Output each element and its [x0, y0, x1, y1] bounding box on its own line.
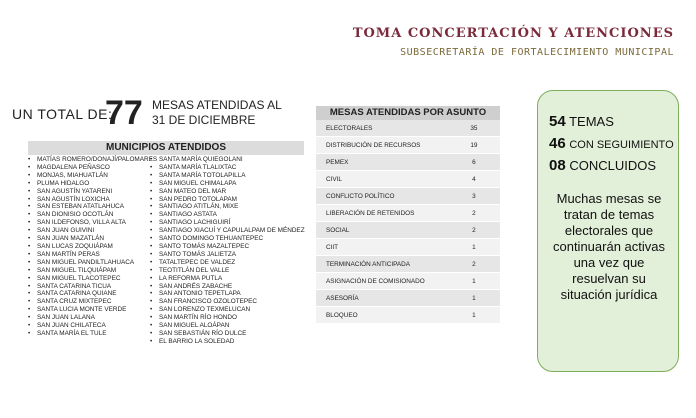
municipio-item: • SAN MIGUEL CHIMALAPA [150, 180, 310, 188]
municipio-item: • TEOTITLÁN DEL VALLE [150, 267, 310, 275]
asunto-value: 3 [448, 188, 500, 205]
asunto-value: 19 [448, 137, 500, 154]
municipio-item: • MATÍAS ROMERO/DONAJÍ/PALOMARES [28, 156, 158, 164]
asunto-row [316, 205, 500, 222]
asunto-row [316, 137, 500, 154]
asunto-row [316, 256, 500, 273]
asunto-label: CIVIL [316, 171, 448, 188]
asunto-value: 2 [448, 222, 500, 239]
asunto-value: 4 [448, 171, 500, 188]
asunto-label: ASESORÍA [316, 290, 448, 307]
municipio-item: • SANTIAGO ASTATA [150, 211, 310, 219]
asunto-row [316, 222, 500, 239]
municipios-column-1 [28, 156, 158, 338]
asunto-label: CONFLICTO POLÍTICO [316, 188, 448, 205]
municipio-item: • SAN DIONISIO OCOTLÁN [28, 211, 158, 219]
municipio-item: • SAN LUCAS ZOQUIÁPAM [28, 243, 158, 251]
municipio-item: • SANTA CATARINA QUIANE [28, 290, 158, 298]
municipio-item: • SAN ILDEFONSO, VILLA ALTA [28, 219, 158, 227]
total-desc-line1: MESAS ATENDIDAS AL [152, 98, 282, 112]
total-description [152, 98, 282, 128]
municipio-item: • SANTIAGO ATITLÁN, MIXE [150, 203, 310, 211]
seguimiento-number: 46 [549, 135, 566, 152]
slide-subtitle: SUBSECRETARÍA DE FORTALECIMIENTO MUNICIPAL [400, 47, 674, 58]
municipio-item: • SANTA MARÍA TOTOLAPILLA [150, 172, 310, 180]
concluidos-label: CONCLUIDOS [569, 158, 656, 173]
municipio-item: • SAN MIGUEL TILQUIÁPAM [28, 267, 158, 275]
asunto-label: CIIT [316, 239, 448, 256]
municipio-item: • SANTA MARÍA TLALIXTAC [150, 164, 310, 172]
municipio-item: • EL BARRIO LA SOLEDAD [150, 338, 310, 346]
asunto-label: DISTRIBUCIÓN DE RECURSOS [316, 137, 448, 154]
municipio-item: • SAN JUAN GUIVINI [28, 227, 158, 235]
summary-note: Muchas mesas se tratan de temas electorales que continuarán activas una vez que resuelvan su situación jurídica [552, 191, 665, 302]
asunto-header: MESAS ATENDIDAS POR ASUNTO [316, 106, 500, 120]
municipio-item: • SAN AGUSTÍN YATARENI [28, 188, 158, 196]
summary-temas [549, 113, 614, 130]
asunto-label: SOCIAL [316, 222, 448, 239]
municipio-item: • SANTA MARÍA QUIEGOLANI [150, 156, 310, 164]
asunto-label: TERMINACIÓN ANTICIPADA [316, 256, 448, 273]
municipio-item: • SAN SEBASTIÁN RÍO DULCE [150, 330, 310, 338]
total-number: 77 [105, 94, 143, 132]
asunto-row [316, 273, 500, 290]
asunto-value: 6 [448, 154, 500, 171]
municipio-item: • SAN MIGUEL TLACOTEPEC [28, 275, 158, 283]
asunto-table-block [316, 106, 500, 324]
summary-seguimiento [549, 135, 674, 152]
municipio-item: • SAN LORENZO TEXMELUCAN [150, 306, 310, 314]
asunto-value: 1 [448, 290, 500, 307]
municipio-item: • SAN JUAN MAZATLÁN [28, 235, 158, 243]
municipio-item: • SAN ANTONIO TEPETLAPA [150, 290, 310, 298]
municipio-item: • MONJAS, MIAHUATLÁN [28, 172, 158, 180]
asunto-label: ASIGNACIÓN DE COMISIONADO [316, 273, 448, 290]
municipio-item: • LA REFORMA PUTLA [150, 275, 310, 283]
seguimiento-label: CON SEGUIMIENTO [569, 139, 674, 151]
municipio-item: • SANTO TOMÁS JALIETZA [150, 251, 310, 259]
municipio-item: • SAN JUAN CHILATECA [28, 322, 158, 330]
municipio-item: • SAN PEDRO TOTOLAPAM [150, 196, 310, 204]
municipio-item: • SANTA CATARINA TICUA [28, 283, 158, 291]
concluidos-number: 08 [549, 157, 566, 174]
asunto-value: 1 [448, 239, 500, 256]
municipio-item: • SAN MATEO DEL MAR [150, 188, 310, 196]
municipio-item: • TATALTEPEC DE VALDEZ [150, 259, 310, 267]
asunto-value: 2 [448, 256, 500, 273]
summary-concluidos [549, 157, 656, 174]
asunto-row [316, 290, 500, 307]
municipio-item: • SAN MARTÍN PERAS [28, 251, 158, 259]
total-label: UN TOTAL DE: [12, 106, 113, 122]
municipio-item: • SAN MARTÍN RÍO HONDO [150, 314, 310, 322]
total-desc-line2: 31 DE DICIEMBRE [152, 113, 256, 127]
asunto-value: 1 [448, 273, 500, 290]
asunto-row [316, 239, 500, 256]
municipio-item: • SANTIAGO LACHIGUIRÍ [150, 219, 310, 227]
asunto-row [316, 307, 500, 324]
municipio-item: • SAN JUAN LALANA [28, 314, 158, 322]
asunto-label: PEMEX [316, 154, 448, 171]
asunto-label: BLOQUEO [316, 307, 448, 324]
municipios-column-2 [150, 156, 310, 346]
municipio-item: • MAGDALENA PEÑASCO [28, 164, 158, 172]
municipio-item: • SANTO DOMINGO TEHUANTEPEC [150, 235, 310, 243]
asunto-table [316, 120, 500, 324]
municipio-item: • SANTA LUCIA MONTE VERDE [28, 306, 158, 314]
slide-title: TOMA CONCERTACIÓN Y ATENCIONES [352, 26, 674, 41]
municipio-item: • SAN FRANCISCO OZOLOTEPEC [150, 298, 310, 306]
municipio-item: • SAN MIGUEL PANDILTLAHUACA [28, 259, 158, 267]
municipio-item: • SAN ANDRÉS ZABACHE [150, 283, 310, 291]
asunto-value: 2 [448, 205, 500, 222]
municipio-item: • SANTO TOMÁS MAZALTEPEC [150, 243, 310, 251]
asunto-value: 1 [448, 307, 500, 324]
municipio-item: • SANTIAGO XIACUÍ Y CAPULALPAM DE MÉNDEZ [150, 227, 310, 235]
municipio-item: • SANTA MARÍA EL TULE [28, 330, 158, 338]
asunto-label: ELECTORALES [316, 120, 448, 137]
municipio-item: • SAN ESTEBAN ATATLAHUCA [28, 203, 158, 211]
municipio-item: • SANTA CRUZ MIXTEPEC [28, 298, 158, 306]
temas-label: TEMAS [569, 114, 614, 129]
municipios-header: MUNICIPIOS ATENDIDOS [28, 141, 304, 155]
asunto-label: LIBERACIÓN DE RETENIDOS [316, 205, 448, 222]
municipio-item: • SAN MIGUEL ALOÁPAN [150, 322, 310, 330]
temas-number: 54 [549, 113, 566, 130]
asunto-row [316, 154, 500, 171]
asunto-row [316, 120, 500, 137]
asunto-row [316, 188, 500, 205]
asunto-row [316, 171, 500, 188]
asunto-value: 35 [448, 120, 500, 137]
municipio-item: • PLUMA HIDALGO [28, 180, 158, 188]
summary-box [537, 90, 679, 372]
municipio-item: • SAN AGUSTÍN LOXICHA [28, 196, 158, 204]
